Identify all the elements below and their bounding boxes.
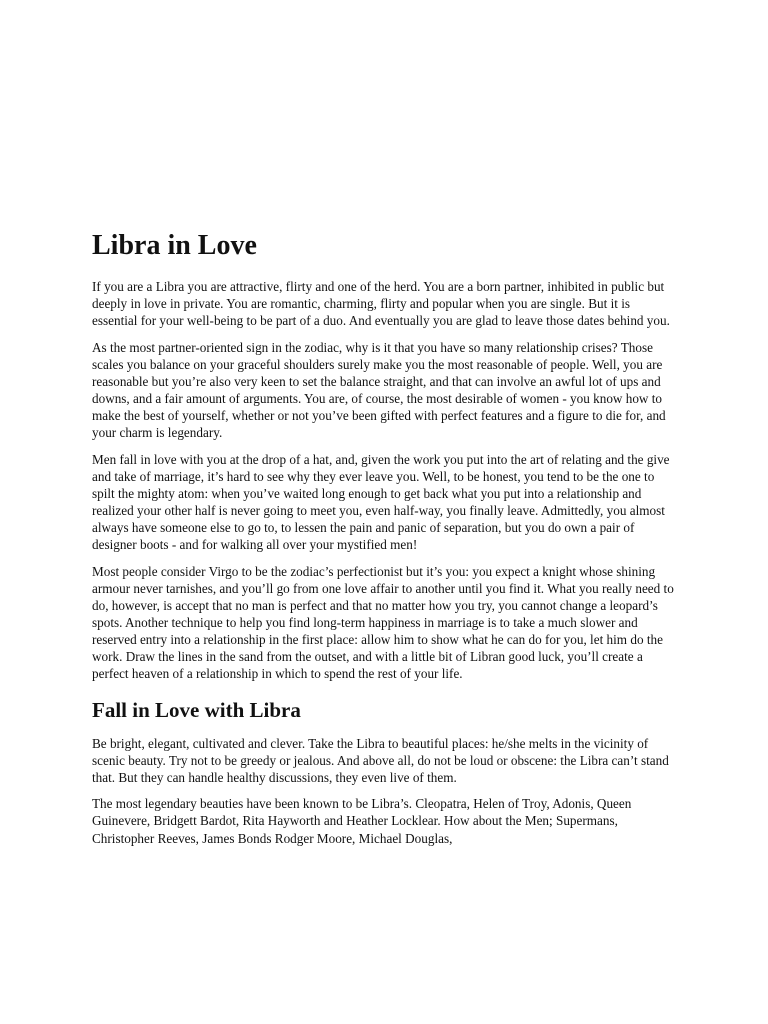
paragraph: As the most partner-oriented sign in the zodiac, why is it that you have so many relationship crises? Those scales you balance on your graceful shoulders surely make you the most reasonable of people. Well, you are reasonable but you’re also very keen to set the balance straight, and that can involve an awful lot of ups and downs, and a fair amount of arguments. You are, of course, the most desirable of women - you know how to make the best of yourself, whether or not you’ve been gifted with perfect features and a figure to die for, and your charm is legendary. xyxy=(92,339,666,441)
paragraph: Men fall in love with you at the drop of a hat, and, given the work you put into the art of relating and the give and take of marriage, it’s hard to see why they ever leave you. Well, to be honest, you tend to be the one to spilt the mighty atom: when you’ve waited long enough to get back what you put into a relationship and realized your other half is never going to meet you, even half-way, you finally leave. Admittedly, you almost always have someone else to go to, to lessen the pain and panic of separation, but you do own a pair of designer boots - and for walking all over your mystified men! xyxy=(92,451,670,553)
section-heading: Fall in Love with Libra xyxy=(92,697,301,722)
page-title: Libra in Love xyxy=(92,230,257,261)
document-page xyxy=(92,226,678,856)
paragraph: The most legendary beauties have been known to be Libra’s. Cleopatra, Helen of Troy, Adonis, Queen Guinevere, Bridgett Bardot, Rita Hayworth and Heather Locklear. How about the Men; Supermans, Christopher Reeves, James Bonds Rodger Moore, Michael Douglas, xyxy=(92,796,632,846)
paragraph: Be bright, elegant, cultivated and clever. Take the Libra to beautiful places: he/she melts in the vicinity of scenic beauty. Try not to be greedy or jealous. And above all, do not be loud or obscene: the Libra can’t stand that. But they can handle healthy discussions, they even live of them. xyxy=(92,735,669,785)
paragraph: Most people consider Virgo to be the zodiac’s perfectionist but it’s you: you expect a knight whose shining armour never tarnishes, and you’ll go from one love affair to another until you find it. What you really need to do, however, is accept that no man is perfect and that no matter how you try, you cannot change a leopard’s spots. Another technique to help you find long-term happiness in marriage is to take a much slower and reserved entry into a relationship in the first place: allow him to show what he can do for you, let him do the work. Draw the lines in the sand from the outset, and with a little bit of Libran good luck, you’ll create a perfect heaven of a relationship in which to spend the rest of your life. xyxy=(92,563,674,682)
paragraph: If you are a Libra you are attractive, flirty and one of the herd. You are a born partner, inhibited in public but deeply in love in private. You are romantic, charming, flirty and popular when you are single. But it is essential for your well-being to be part of a duo. And eventually you are glad to leave those dates behind you. xyxy=(92,279,670,329)
